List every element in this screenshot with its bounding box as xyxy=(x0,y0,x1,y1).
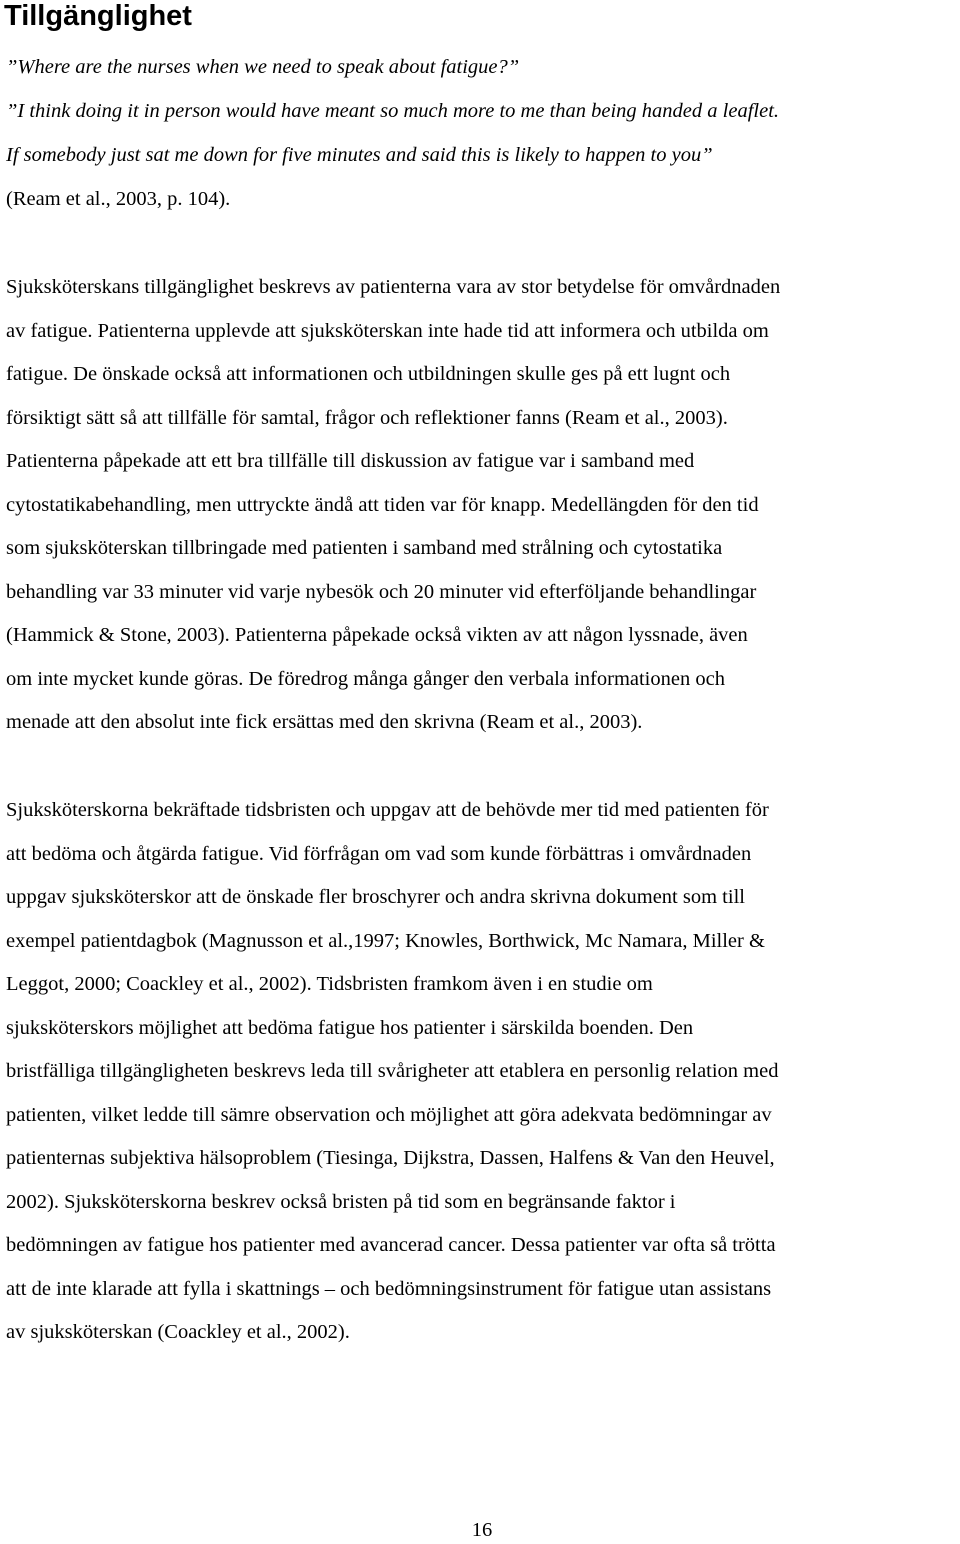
quote-line: ”I think doing it in person would have meant so much more to me than being handed a leaflet. xyxy=(6,100,780,122)
text-line: patienten, vilket ledde till sämre observation och möjlighet att göra adekvata bedömningar av xyxy=(6,1103,772,1126)
text-line: exempel patientdagbok (Magnusson et al.,1997; Knowles, Borthwick, Mc Namara, Miller & xyxy=(6,929,765,952)
text-line: av fatigue. Patienterna upplevde att sjuksköterskan inte hade tid att informera och utbilda om xyxy=(6,319,769,342)
text-line: patienternas subjektiva hälsoproblem (Tiesinga, Dijkstra, Dassen, Halfens & Van den Heuvel, xyxy=(6,1147,775,1169)
text-line: försiktigt sätt så att tillfälle för samtal, frågor och reflektioner fanns (Ream et al., 2003). xyxy=(6,406,728,429)
quote-citation: (Ream et al., 2003, p. 104). xyxy=(6,188,231,210)
text-line: Sjuksköterskorna bekräftade tidsbristen och uppgav att de behövde mer tid med patienten för xyxy=(6,799,769,821)
text-line: att bedöma och åtgärda fatigue. Vid förfrågan om vad som kunde förbättras i omvårdnaden xyxy=(6,842,752,865)
text-line: (Hammick & Stone, 2003). Patienterna påpekade också vikten av att någon lyssnade, även xyxy=(6,624,748,646)
text-line: som sjuksköterskan tillbringade med patienten i samband med strålning och cytostatika xyxy=(6,537,723,559)
text-line: 2002). Sjuksköterskorna beskrev också bristen på tid som en begränsande faktor i xyxy=(6,1190,676,1213)
text-line: menade att den absolut inte fick ersättas med den skrivna (Ream et al., 2003). xyxy=(6,711,643,733)
text-line: Patienterna påpekade att ett bra tillfälle till diskussion av fatigue var i samband med xyxy=(6,450,695,472)
body-paragraph-2 xyxy=(6,789,960,1355)
text-line: uppgav sjuksköterskor att de önskade fler broschyrer och andra skrivna dokument som till xyxy=(6,886,745,908)
text-line: behandling var 33 minuter vid varje nybesök och 20 minuter vid efterföljande behandlingar xyxy=(6,580,757,603)
quote-line: If somebody just sat me down for five minutes and said this is likely to happen to you” xyxy=(6,144,713,166)
text-line: av sjuksköterskan (Coackley et al., 2002). xyxy=(6,1321,350,1343)
text-line: cytostatikabehandling, men uttryckte ändå att tiden var för knapp. Medellängden för den tid xyxy=(6,493,759,516)
section-heading: Tillgänglighet xyxy=(4,0,192,32)
quote-line: ”Where are the nurses when we need to speak about fatigue?” xyxy=(6,56,520,78)
patient-quote-block xyxy=(6,45,960,221)
text-line: Leggot, 2000; Coackley et al., 2002). Tidsbristen framkom även i en studie om xyxy=(6,973,653,995)
page-number: 16 xyxy=(471,1519,493,1541)
text-line: Sjuksköterskans tillgänglighet beskrevs av patienterna vara av stor betydelse för omvårdnaden xyxy=(6,276,781,298)
text-line: bristfälliga tillgängligheten beskrevs leda till svårigheter att etablera en personlig relation med xyxy=(6,1060,779,1082)
body-paragraph-1 xyxy=(6,266,960,745)
text-line: bedömningen av fatigue hos patienter med avancerad cancer. Dessa patienter var ofta så trötta xyxy=(6,1234,776,1256)
text-line: sjuksköterskors möjlighet att bedöma fatigue hos patienter i särskilda boenden. Den xyxy=(6,1016,694,1039)
text-line: om inte mycket kunde göras. De föredrog många gånger den verbala informationen och xyxy=(6,667,725,690)
text-line: att de inte klarade att fylla i skattnings – och bedömningsinstrument för fatigue utan assistans xyxy=(6,1277,772,1300)
text-line: fatigue. De önskade också att informationen och utbildningen skulle ges på ett lugnt och xyxy=(6,363,731,385)
